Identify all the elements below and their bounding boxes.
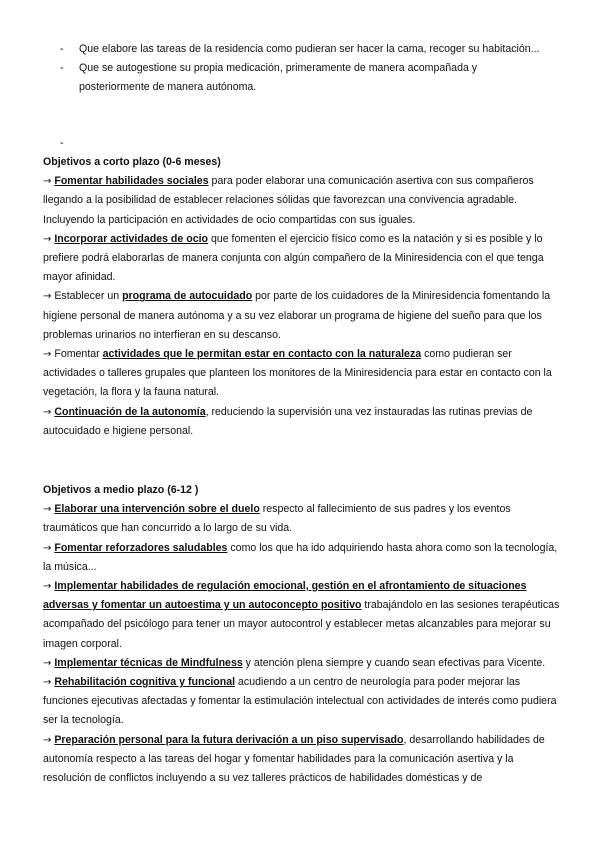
objective-text: , reduciendo la supervisión una vez instauradas las rutinas previas de autocuidado e higiene personal. [43,405,533,437]
objective-text: por parte de los cuidadores de la Miniresidencia fomentando la higiene personal de manera autónoma y a su vez elaborar un programa de higiene del sueño para que los problemas urinarios no interfieran en su descanso. [43,290,551,341]
objective-paragraph [43,654,563,673]
objective-highlight: Preparación personal para la futura derivación a un piso supervisado [54,733,404,746]
objective-paragraph [43,345,563,403]
bullet-item [60,59,540,97]
objective-highlight: Implementar habilidades de regulación emocional, gestión en el afrontamiento de situaciones adversas y fomentar un autoestima y un autoconcepto positivo [43,580,527,612]
arrow-icon: → [43,734,52,746]
bullet-list [60,40,540,97]
short-term-objectives [43,153,563,441]
arrow-icon: → [43,657,52,669]
section-heading: Objetivos a medio plazo (6-12 ) [43,484,199,496]
objective-paragraph [43,539,563,577]
objective-highlight: Fomentar habilidades sociales [54,175,209,188]
bullet-text: Que se autogestione su propia medicación, primeramente de manera acompañada y posteriormente de manera autónoma. [79,62,478,93]
bullet-dash: - [60,43,64,55]
objective-paragraph [43,403,563,441]
objective-text: que fomenten el ejercicio físico como es la natación y si es posible y lo prefiere podrá elaborarlas de manera conjunta con algún compañero de la Miniresidencia con el que tenga mayor afinidad. [43,232,544,284]
bullet-dash: - [60,62,64,74]
empty-bullet-dash: - [60,137,64,149]
arrow-icon: → [43,176,52,188]
objective-paragraph [43,731,563,789]
arrow-icon: → [43,233,52,245]
objective-highlight: programa de autocuidado [122,290,253,303]
arrow-icon: → [43,677,52,689]
objective-paragraph [43,500,563,538]
objective-text: como los que ha ido adquiriendo hasta ahora como son la tecnología, la música... [43,541,558,573]
arrow-icon: → [43,504,52,516]
arrow-icon: → [43,581,52,593]
objective-highlight: Elaborar una intervención sobre el duelo [54,503,260,516]
arrow-icon: → [43,542,52,554]
objective-paragraph [43,577,563,654]
objective-highlight: actividades que le permitan estar en contacto con la naturaleza [102,348,422,361]
objective-pre: Establecer un [54,290,123,303]
arrow-icon: → [43,406,52,418]
objective-paragraph [43,230,563,288]
objective-text: trabajándolo en las sesiones terapéuticas acompañado del psicólogo para tener un mayor autocontrol y establecer metas alcanzables para mejorar su imagen corporal. [43,599,560,650]
section-heading: Objetivos a corto plazo (0-6 meses) [43,156,221,168]
mid-term-objectives [43,481,563,788]
objective-text: , desarrollando habilidades de autonomía respecto a las tareas del hogar y fomentar habilidades para la comunicación asertiva y la resolución de conflictos incluyendo a su vez talleres prácticos de habilidades domésticas y de [43,733,545,785]
objective-highlight: Fomentar reforzadores saludables [54,541,228,554]
objective-text: acudiendo a un centro de neurología para poder mejorar las funciones ejecutivas afectadas y fomentar la estimulación intelectual con actividades de interés como pudiera ser la tecnología. [43,676,557,727]
objective-highlight: Incorporar actividades de ocio [54,232,208,245]
objective-paragraph [43,172,563,230]
objective-highlight: Rehabilitación cognitiva y funcional [54,676,236,689]
objective-text: respecto al fallecimiento de sus padres y los eventos traumáticos que han concurrido a lo largo de su vida. [43,503,511,535]
objective-paragraph [43,673,563,731]
objective-paragraph [43,287,563,345]
objective-text: y atención plena siempre y cuando sean efectivas para Vicente. [242,656,546,669]
bullet-item [60,40,540,59]
bullet-text: Que elabore las tareas de la residencia como pudieran ser hacer la cama, recoger su habitación... [79,43,540,55]
objective-text: como pudieran ser actividades o talleres grupales que planteen los monitores de la Miniresidencia para estar en contacto con la vegetación, la flora y la fauna natural. [43,348,552,399]
arrow-icon: → [43,291,52,303]
arrow-icon: → [43,349,52,361]
objective-text: para poder elaborar una comunicación asertiva con sus compañeros llegando a la posibilidad de establecer relaciones sólidas que favorezcan una convivencia agradable. Incluyendo la participación en actividades de ocio compartidas con sus iguales. [43,175,534,226]
objective-highlight: Continuación de la autonomía [54,405,206,418]
objective-highlight: Implementar técnicas de Mindfulness [54,656,243,669]
objective-pre: Fomentar [54,348,103,361]
